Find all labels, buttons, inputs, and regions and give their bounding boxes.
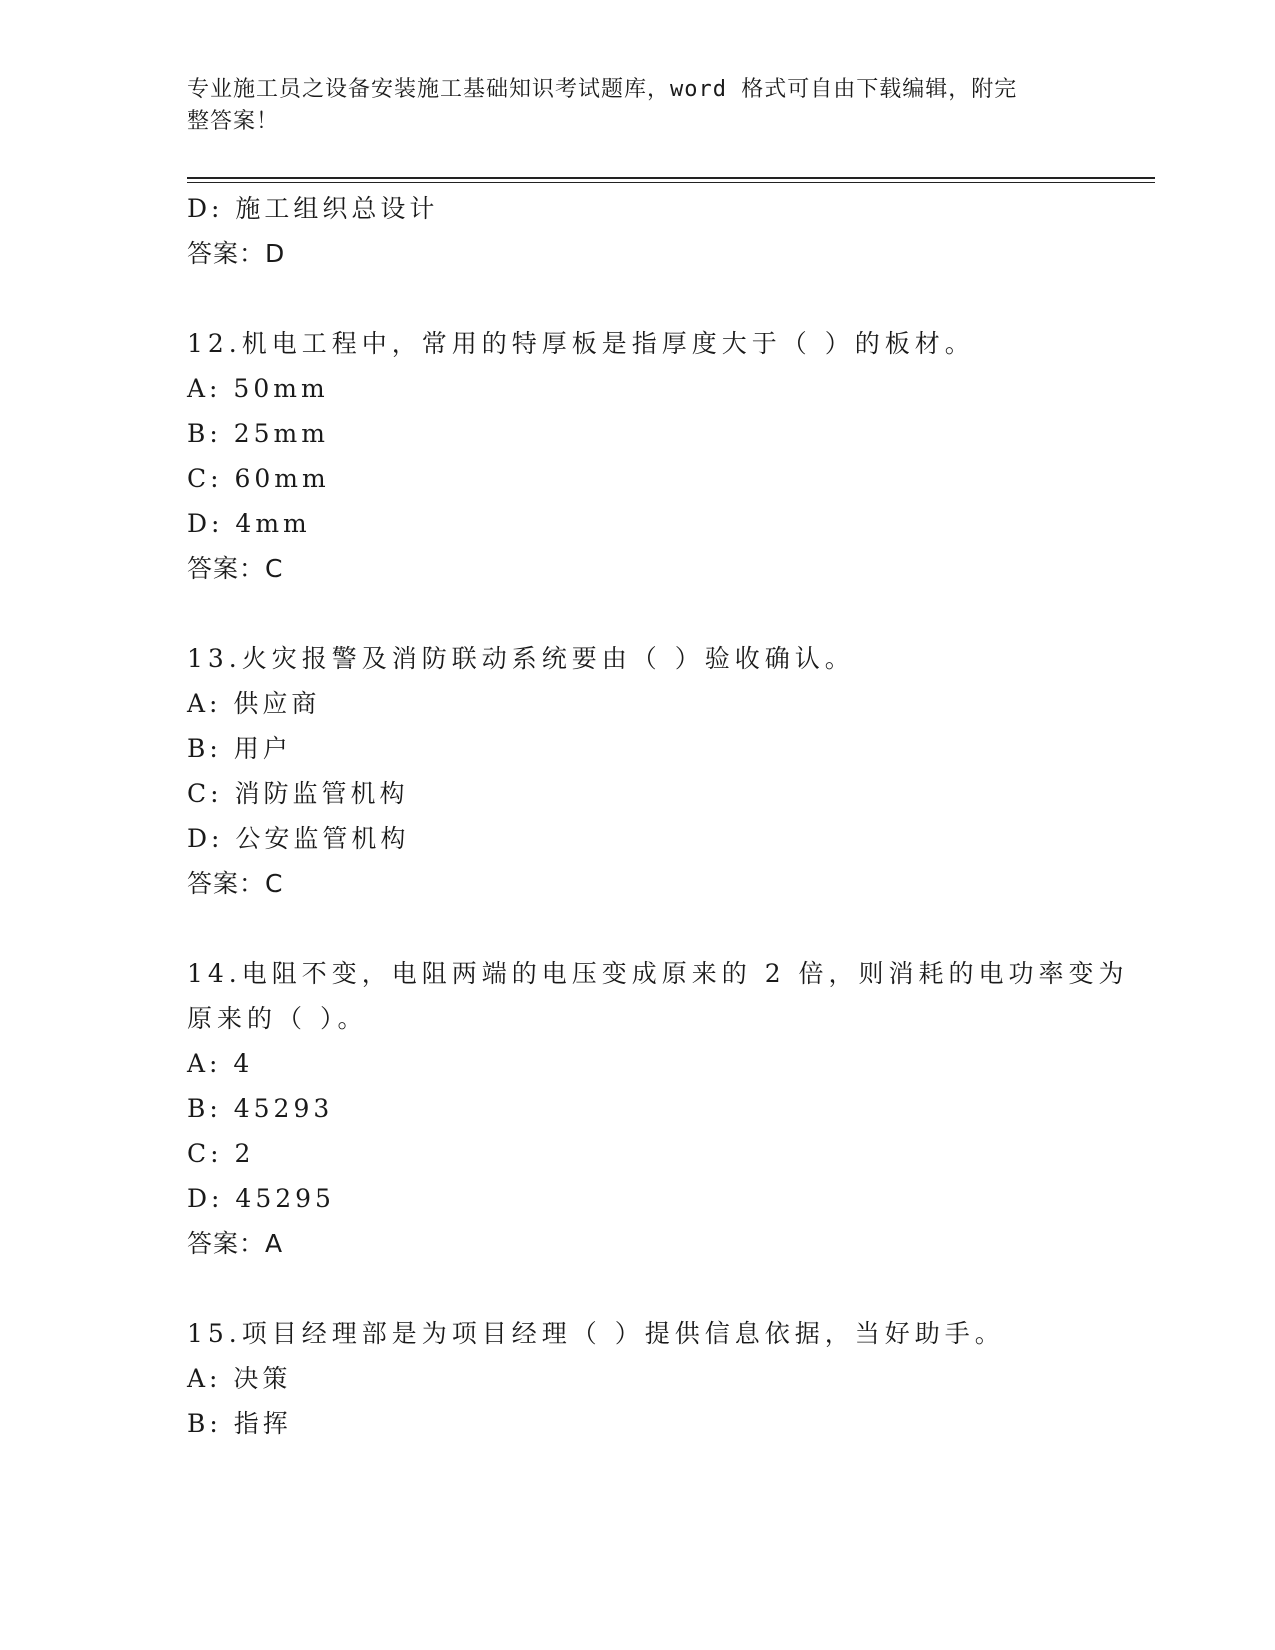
- q14-option-a: A: 4: [187, 1049, 254, 1078]
- q12-option-b: B: 25mm: [187, 419, 329, 448]
- prev-option-d: D: 施工组织总设计: [187, 194, 439, 223]
- prev-answer: 答案：D: [187, 239, 286, 268]
- header-line-2: 整答案！: [187, 109, 280, 134]
- q14-option-c: C: 2: [187, 1139, 255, 1168]
- q14-option-b: B: 45293: [187, 1094, 334, 1123]
- q15-option-b: B: 指挥: [187, 1409, 292, 1438]
- q13-option-c: C: 消防监管机构: [187, 779, 409, 808]
- q14-question-line-1: 14.电阻不变，电阻两端的电压变成原来的 2 倍，则消耗的电功率变为: [187, 959, 1129, 988]
- q12-question: 12.机电工程中，常用的特厚板是指厚度大于（ ）的板材。: [187, 329, 975, 358]
- q15-question: 15.项目经理部是为项目经理（ ）提供信息依据，当好助手。: [187, 1319, 1005, 1348]
- q14-option-d: D: 45295: [187, 1184, 335, 1213]
- document-header: [187, 74, 1067, 138]
- q13-question: 13.火灾报警及消防联动系统要由（ ）验收确认。: [187, 644, 855, 673]
- q12-answer: 答案：C: [187, 554, 284, 583]
- header-divider-thin: [187, 182, 1155, 183]
- q12-option-a: A: 50mm: [187, 374, 329, 403]
- q13-answer: 答案：C: [187, 869, 284, 898]
- header-line-1: 专业施工员之设备安装施工基础知识考试题库，word 格式可自由下载编辑，附完: [187, 77, 1018, 102]
- q13-option-b: B: 用户: [187, 734, 292, 763]
- header-divider-thick: [187, 177, 1155, 179]
- q12-option-d: D: 4mm: [187, 509, 311, 538]
- q12-option-c: C: 60mm: [187, 464, 330, 493]
- q15-option-a: A: 决策: [187, 1364, 292, 1393]
- q13-option-a: A: 供应商: [187, 689, 321, 718]
- q14-question-line-2: 原来的（ ）。: [187, 1004, 368, 1033]
- q13-option-d: D: 公安监管机构: [187, 824, 410, 853]
- q14-answer: 答案：A: [187, 1229, 284, 1258]
